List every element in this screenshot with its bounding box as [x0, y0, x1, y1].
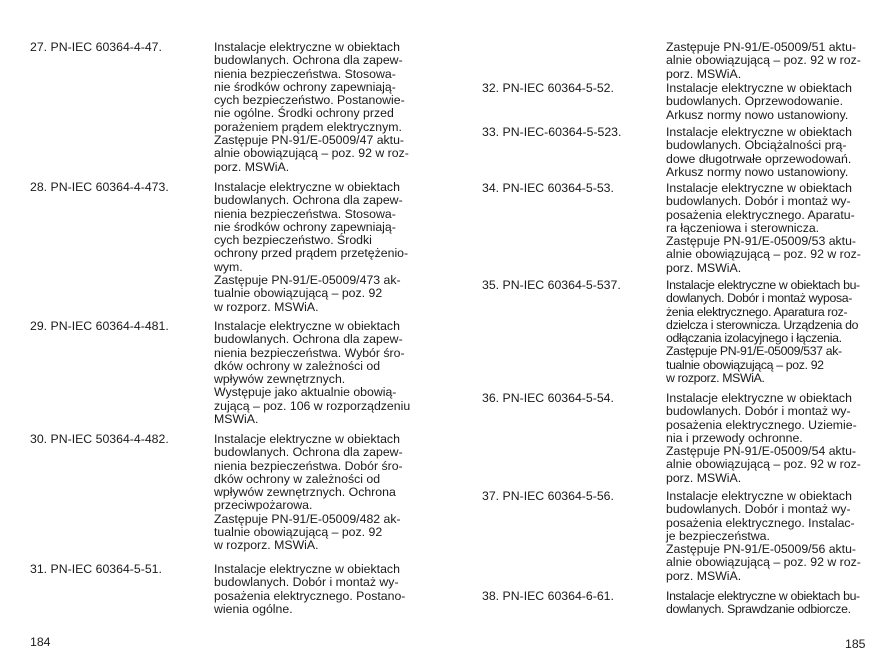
entry-29-number: 29. PN-IEC 60364-4-481. — [30, 319, 169, 333]
right-page-number: 185 — [845, 637, 866, 651]
entry-37-text: Instalacje elektryczne w obiektach budowlanych. Dobór i montaż wy- posażenia elektrycznego. Instalac- je bezpieczeństwa. Zastępuje PN-91/E-05009/56 aktu- alnie obowiązującą – poz. 92 w roz- porz. MSWiA. — [666, 489, 861, 583]
entry-30-text: Instalacje elektryczne w obiektach budowlanych. Ochrona dla zapew- nienia bezpieczeństwa. Dobór śro- dków ochrony w zależności od wpływów zewnętrznych. Ochrona przeciwpożarowa. Zastępuje PN-91/E-05009/482 ak- tualnie obowiązującą – poz. 92 w rozporz. MSWiA. — [214, 432, 403, 553]
entry-35-text: Instalacje elektryczne w obiektach bu- dowlanych. Dobór i montaż wyposa- żenia elektrycznego. Aparatura roz- dzielcza i sterownicza. Urządzenia do odłączania izolacyjnego i łączenia. Zastępuje PN-91/E-05009/537 ak- tualnie obowiązującą – poz. 92 w rozporz. MSWiA. — [666, 278, 860, 386]
entry-32-number: 32. PN-IEC 60364-5-52. — [482, 81, 614, 95]
entry-38-text: Instalacje elektryczne w obiektach bu- dowlanych. Sprawdzanie odbiorcze. — [666, 589, 860, 617]
entry-37-number: 37. PN-IEC 60364-5-56. — [482, 489, 614, 503]
entry-34-text: Instalacje elektryczne w obiektach budowlanych. Dobór i montaż wy- posażenia elektrycznego. Aparatu- ra łączeniowa i sterownicza. Zastępuje PN-91/E-05009/53 aktu- alnie obowiązującą – poz. 92 w roz- porz. MSWiA. — [666, 181, 861, 275]
entry-32-text: Instalacje elektryczne w obiektach budowlanych. Oprzewodowanie. Arkusz normy nowo ustanowiony. — [666, 81, 852, 122]
entry-27-text: Instalacje elektryczne w obiektach budowlanych. Ochrona dla zapew- nienia bezpieczeństwa. Stosowa- nie środków ochrony zapewniają- cych bezpieczeństwo. Postanowie- nie ogólne. Środki ochrony przed porażeniem prądem elektrycznym. Zastępuje PN-91/E-05009/47 aktu- alnie obowiązującą – poz. 92 w roz- porz. MSWiA. — [214, 40, 409, 174]
entry-28-number: 28. PN-IEC 60364-4-473. — [30, 180, 169, 194]
entry-31-number: 31. PN-IEC 60364-5-51. — [30, 562, 162, 576]
entry-33-text: Instalacje elektryczne w obiektach budowlanych. Obciążalności prą- dowe długotrwałe oprzewodowań. Arkusz normy nowo ustanowiony. — [666, 125, 852, 179]
left-page-number: 184 — [30, 635, 51, 649]
entry-30-number: 30. PN-IEC 50364-4-482. — [30, 432, 169, 446]
entry-28-text: Instalacje elektryczne w obiektach budowlanych. Ochrona dla zapew- nienia bezpieczeństwa. Stosowa- nie środków ochrony zapewniają- cych bezpieczeństwo. Środki ochrony przed prądem przetężenio- wym. Zastępuje PN-91/E-05009/473 ak- tualnie obowiązującą – poz. 92 w rozporz. MSWiA. — [214, 180, 409, 314]
entry-27-number: 27. PN-IEC 60364-4-47. — [30, 40, 162, 54]
entry-38-number: 38. PN-IEC 60364-6-61. — [482, 589, 614, 603]
entry-31-text: Instalacje elektryczne w obiektach budowlanych. Dobór i montaż wy- posażenia elektrycznego. Postano- wienia ogólne. — [214, 562, 406, 616]
entry-29-text: Instalacje elektryczne w obiektach budowlanych. Ochrona dla zapew- nienia bezpieczeństwa. Wybór śro- dków ochrony w zależności od wpływów zewnętrznych. Występuje jako aktualnie obowią- zującą – poz. 106 w rozporządzeniu MSWiA. — [214, 319, 411, 427]
entry-35-number: 35. PN-IEC 60364-5-537. — [482, 278, 621, 292]
entry-36-text: Instalacje elektryczne w obiektach budowlanych. Dobór i montaż wy- posażenia elektrycznego. Uziemie- nia i przewody ochronne. Zastępuje PN-91/E-05009/54 aktu- alnie obowiązującą – poz. 92 w roz- porz. MSWiA. — [666, 391, 861, 485]
entry-36-number: 36. PN-IEC 60364-5-54. — [482, 391, 614, 405]
entry-33-number: 33. PN-IEC-60364-5-523. — [482, 125, 622, 139]
entry-31-continuation: Zastępuje PN-91/E-05009/51 aktu- alnie obowiązującą – poz. 92 w roz- porz. MSWiA. — [666, 40, 861, 81]
entry-34-number: 34. PN-IEC 60364-5-53. — [482, 181, 614, 195]
